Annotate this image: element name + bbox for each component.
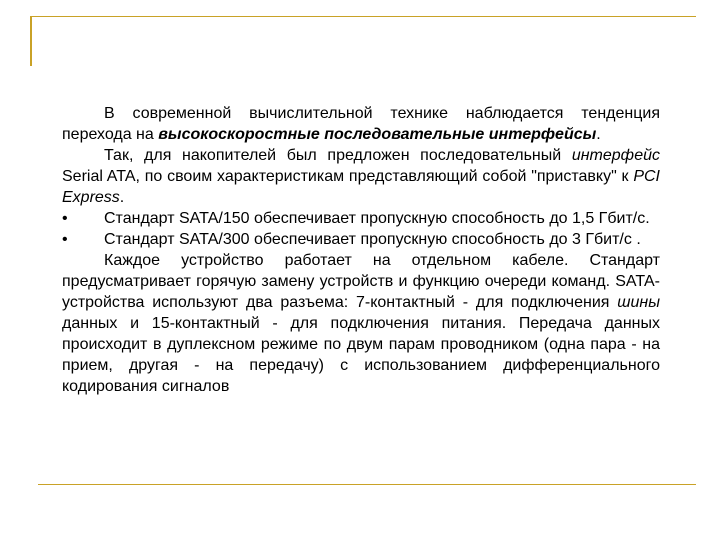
- paragraph-details: [62, 250, 660, 397]
- paragraph-sata: [62, 145, 660, 208]
- bullet-icon: •: [62, 231, 68, 248]
- slide-text-body: [62, 103, 660, 397]
- top-border-line: [32, 16, 696, 17]
- italic-text: PCI Express: [62, 168, 660, 206]
- bullet-item-sata150: [62, 208, 660, 229]
- paragraph-intro: [62, 103, 660, 145]
- bullet-icon: •: [62, 210, 68, 227]
- bottom-border-line: [38, 484, 696, 485]
- bullet-text: Стандарт SATA/150 обеспечивает пропускную способность до 1,5 Гбит/с.: [104, 210, 650, 227]
- text-run: Serial ATA, по своим характеристикам представляющий собой "приставку" к: [62, 168, 634, 185]
- text-run: Каждое устройство работает на отдельном кабеле. Стандарт предусматривает горячую замену устройств и функцию очереди команд. SATA-устройства используют два разъема: 7-контактный - для подключения: [62, 252, 660, 311]
- text-run: данных и 15-контактный - для подключения питания. Передача данных происходит в дуплексном режиме по двум парам проводником (одна пара - на прием, другая - на передачу) с использованием дифференциального кодирования сигналов: [62, 315, 660, 395]
- bullet-text: Стандарт SATA/300 обеспечивает пропускную способность до 3 Гбит/с .: [104, 231, 641, 248]
- text-run: .: [596, 126, 601, 143]
- emphasis-text: высокоскоростные последовательные интерфейсы: [158, 126, 597, 143]
- left-border-line: [30, 16, 32, 66]
- italic-text: интерфейс: [571, 147, 660, 164]
- bullet-item-sata300: [62, 229, 660, 250]
- text-run: В современной вычислительной технике наблюдается тенденция перехода на: [62, 105, 660, 143]
- text-run: Так, для накопителей был предложен последовательный: [104, 147, 572, 164]
- italic-text: шины: [617, 294, 660, 311]
- text-run: .: [119, 189, 125, 206]
